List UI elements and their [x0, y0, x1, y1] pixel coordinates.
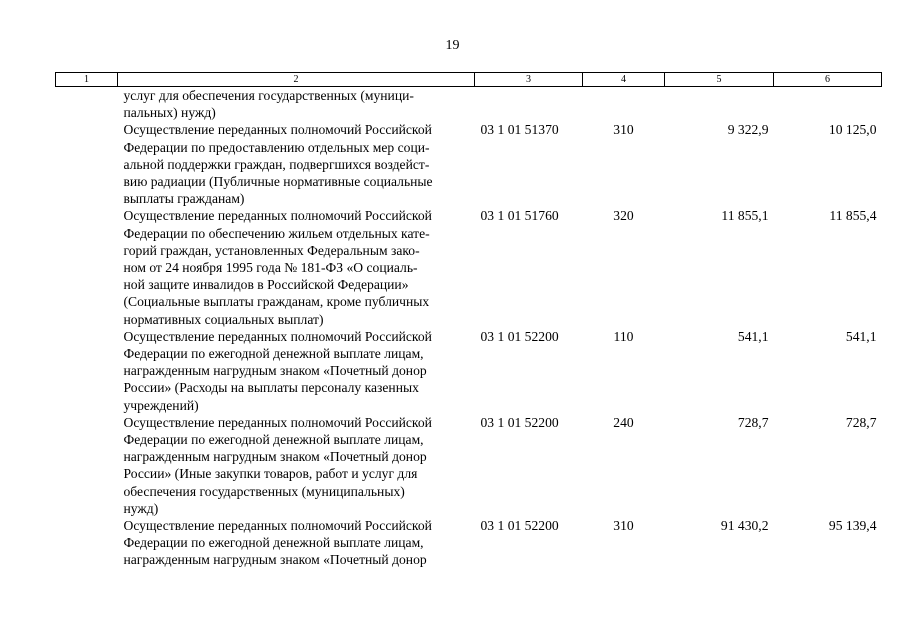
amount-col6: 541,1 — [845, 328, 877, 344]
target-article-code: 03 1 01 51760 — [480, 208, 559, 224]
table-row — [56, 121, 882, 207]
row-name-line: Осуществление переданных полномочий Российской — [123, 518, 432, 534]
table-row — [56, 87, 882, 122]
row-name-line: награжденным нагрудным знаком «Почетный донор — [123, 552, 427, 568]
row-name-line: Осуществление переданных полномочий Российской — [123, 208, 432, 224]
row-name-cell — [118, 121, 475, 207]
amount-col6: 11 855,4 — [829, 208, 877, 224]
amount-col5 — [665, 87, 774, 122]
expense-type-code — [583, 87, 665, 122]
expense-type-code: 320 — [613, 208, 634, 224]
target-article-code: 03 1 01 52200 — [480, 328, 559, 344]
row-name-line: горий граждан, установленных Федеральным зако- — [123, 242, 420, 258]
expense-type-code: 310 — [613, 122, 634, 138]
budget-table — [55, 72, 882, 569]
table-body — [56, 87, 882, 569]
column-number-4: 4 — [583, 73, 665, 87]
row-name-line: Федерации по ежегодной денежной выплате лицам, — [123, 432, 424, 448]
row-name-line: ной защите инвалидов в Российской Федерации» — [123, 277, 409, 293]
amount-col5: 11 855,1 — [721, 208, 769, 224]
row-name-line: России» (Расходы на выплаты персоналу казенных — [123, 380, 419, 396]
row-name-line: нормативных социальных выплат) — [123, 311, 324, 327]
row-name-cell — [118, 207, 475, 327]
amount-col6: 728,7 — [845, 414, 877, 430]
row-name-line: России» (Иные закупки товаров, работ и услуг для — [123, 466, 418, 482]
table-row — [56, 328, 882, 414]
row-name-line: альной поддержки граждан, подвергшихся воздейст- — [123, 156, 430, 172]
row-name-line: Федерации по ежегодной денежной выплате лицам, — [123, 346, 424, 362]
expense-type-code: 240 — [613, 414, 634, 430]
table-row — [56, 517, 882, 569]
row-number-cell — [56, 87, 118, 122]
row-name-line: ном от 24 ноября 1995 года № 181-ФЗ «О социаль- — [123, 260, 418, 276]
row-name-line: Осуществление переданных полномочий Российской — [123, 414, 432, 430]
target-article-code: 03 1 01 52200 — [480, 518, 559, 534]
table-row — [56, 207, 882, 327]
row-name-line: Осуществление переданных полномочий Российской — [123, 328, 432, 344]
row-name-line: Осуществление переданных полномочий Российской — [123, 122, 432, 138]
column-number-3: 3 — [475, 73, 583, 87]
row-name-cell — [118, 517, 475, 569]
amount-col5: 541,1 — [737, 328, 769, 344]
column-number-row — [56, 73, 882, 87]
table-row — [56, 414, 882, 517]
column-number-2: 2 — [118, 73, 475, 87]
column-number-1: 1 — [56, 73, 118, 87]
row-name-cell — [118, 328, 475, 414]
row-name-line: услуг для обеспечения государственных (муници- — [123, 88, 414, 103]
target-article-code: 03 1 01 52200 — [480, 414, 559, 430]
amount-col5: 728,7 — [737, 414, 769, 430]
target-article-code: 03 1 01 51370 — [480, 122, 559, 138]
row-number-cell — [56, 121, 118, 207]
row-number-cell — [56, 414, 118, 517]
row-name-line: учреждений) — [123, 397, 199, 413]
row-name-cell — [118, 87, 475, 122]
row-name-cell — [118, 414, 475, 517]
row-number-cell — [56, 207, 118, 327]
row-name-line: награжденным нагрудным знаком «Почетный донор — [123, 449, 427, 465]
row-name-line: (Социальные выплаты гражданам, кроме публичных — [123, 294, 430, 310]
row-name-line: вию радиации (Публичные нормативные социальные — [123, 174, 433, 190]
row-name-line: обеспечения государственных (муниципальных) — [123, 483, 405, 499]
row-name-line: награжденным нагрудным знаком «Почетный донор — [123, 363, 427, 379]
amount-col6: 10 125,0 — [828, 122, 877, 138]
row-name-line: Федерации по предоставлению отдельных мер соци- — [123, 139, 430, 155]
row-name-line: выплаты гражданам) — [123, 191, 245, 207]
row-name-line: нужд) — [123, 500, 159, 516]
expense-type-code: 110 — [613, 328, 634, 344]
expense-type-code: 310 — [613, 518, 634, 534]
page-number: 19 — [445, 38, 460, 53]
row-number-cell — [56, 517, 118, 569]
amount-col6: 95 139,4 — [828, 518, 877, 534]
column-number-5: 5 — [665, 73, 774, 87]
amount-col5: 91 430,2 — [720, 518, 769, 534]
row-number-cell — [56, 328, 118, 414]
row-name-line: пальных) нужд) — [123, 105, 216, 121]
row-name-line: Федерации по ежегодной денежной выплате лицам, — [123, 535, 424, 551]
row-name-line: Федерации по обеспечению жильем отдельных кате- — [123, 225, 430, 241]
amount-col6 — [774, 87, 882, 122]
amount-col5: 9 322,9 — [727, 122, 769, 138]
target-article-code — [475, 87, 583, 122]
column-number-6: 6 — [774, 73, 882, 87]
